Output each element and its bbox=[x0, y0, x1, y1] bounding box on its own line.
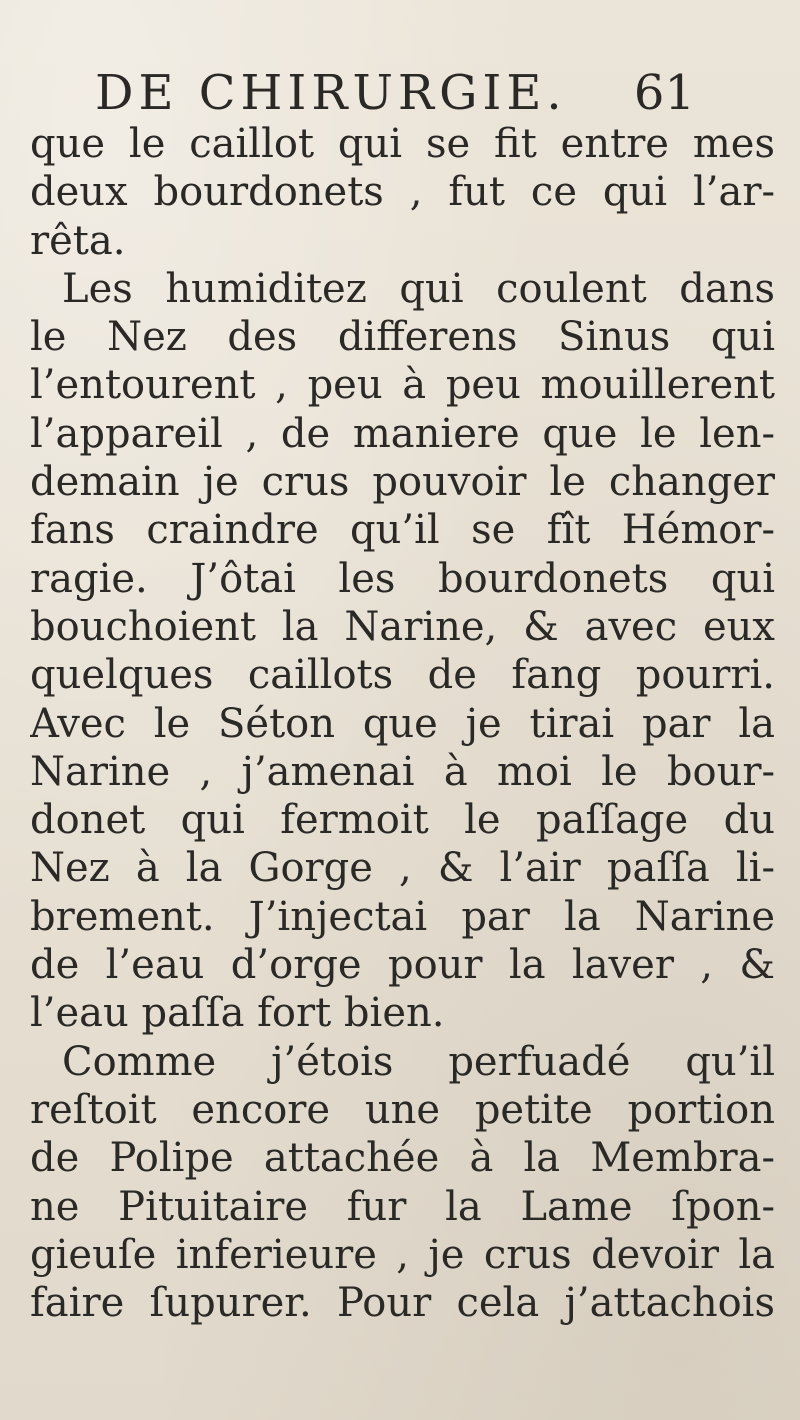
text-line: reſtoit encore une petite portion bbox=[30, 1086, 775, 1133]
text-line: brement. J’injectai par la Narine bbox=[30, 893, 775, 940]
text-line: bouchoient la Narine, & avec eux bbox=[30, 603, 775, 650]
text-line: l’entourent , peu à peu mouillerent bbox=[30, 362, 775, 409]
text-line: Narine , j’amenai à moi le bour- bbox=[30, 748, 775, 795]
running-head: DE CHIRURGIE. bbox=[95, 65, 567, 121]
text-line: demain je crus pouvoir le changer bbox=[30, 459, 775, 506]
text-line: faire ſupurer. Pour cela j’attachois bbox=[30, 1280, 775, 1327]
text-line: le Nez des differens Sinus qui bbox=[30, 314, 775, 361]
text-line: l’appareil , de maniere que le len- bbox=[30, 410, 775, 457]
page-header bbox=[95, 62, 695, 124]
page-number: 61 bbox=[633, 65, 695, 121]
text-line: fans craindre qu’il se fît Hémor- bbox=[30, 507, 775, 554]
text-line: de Polipe attachée à la Membra- bbox=[30, 1135, 775, 1182]
text-line: Nez à la Gorge , & l’air paſſa li- bbox=[30, 845, 775, 892]
text-line: ragie. J’ôtai les bourdonets qui bbox=[30, 555, 775, 602]
text-line: ne Pituitaire fur la Lame ſpon- bbox=[30, 1183, 775, 1230]
body-text bbox=[30, 120, 775, 1327]
text-line: gieuſe inferieure , je crus devoir la bbox=[30, 1231, 775, 1278]
paragraph-start-line: Comme j’étois perfuadé qu’il bbox=[62, 1038, 775, 1085]
text-line: donet qui fermoit le paſſage du bbox=[30, 797, 775, 844]
text-line: quelques caillots de fang pourri. bbox=[30, 652, 775, 699]
text-line: deux bourdonets , fut ce qui l’ar- bbox=[30, 169, 775, 216]
text-line: que le caillot qui se fit entre mes bbox=[30, 121, 775, 167]
paragraph-start-line: Les humiditez qui coulent dans bbox=[62, 265, 775, 312]
text-line: l’eau paſſa fort bien. bbox=[30, 990, 445, 1037]
text-line: de l’eau d’orge pour la laver , & bbox=[30, 942, 775, 989]
text-line: Avec le Séton que je tirai par la bbox=[30, 700, 775, 747]
text-line: rêta. bbox=[30, 217, 126, 264]
